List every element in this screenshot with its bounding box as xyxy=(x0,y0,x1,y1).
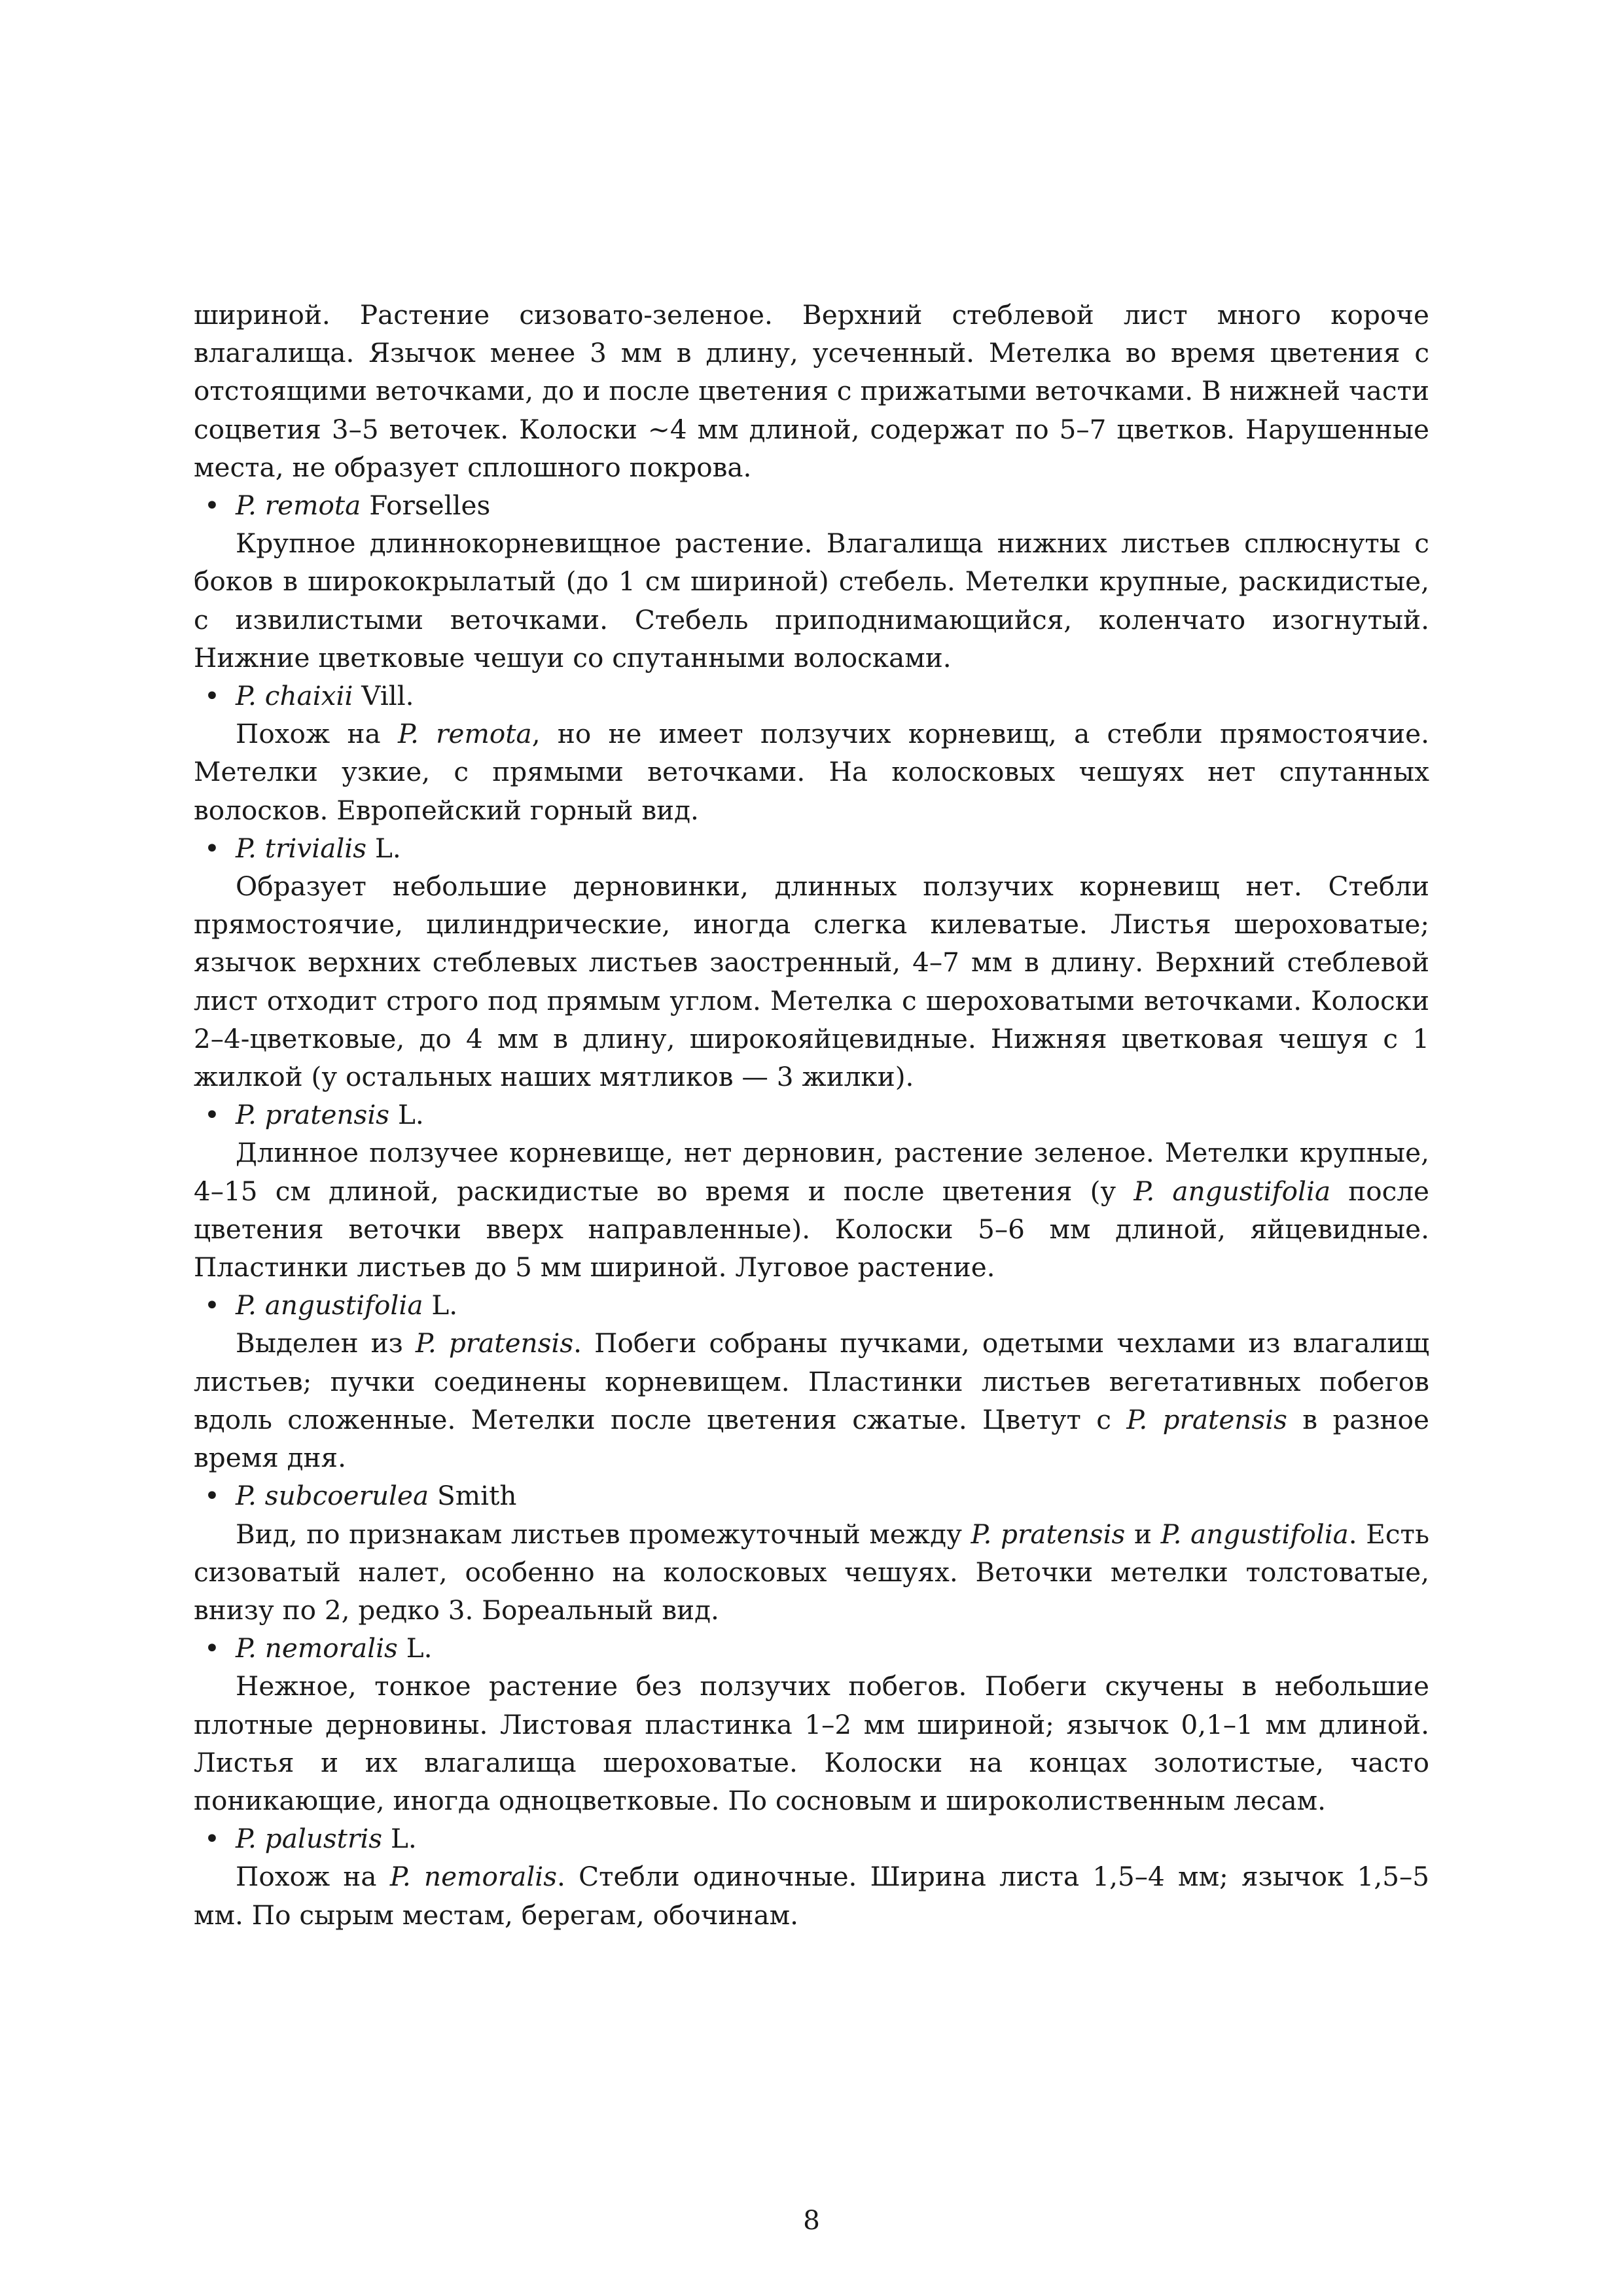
species-name: P. pratensis xyxy=(236,1099,390,1131)
latin-name-ref: P. pratensis xyxy=(971,1518,1126,1550)
species-description xyxy=(194,1515,1429,1630)
description-text: . Стебли одиночные. Ширина листа 1,5–4 мм; язычок 1,5–5 мм. По сырым местам, берегам, обочинам. xyxy=(194,1861,1429,1931)
description-text: Крупное длиннокорневищное растение. Влагалища нижних листьев сплюснуты с боков в ширококрылатый (до 1 см шириной) стебель. Метелки крупные, раскидистые, с извилистыми веточками. Стебель приподнимающийся, коленчато изогнутый. Нижние цветковые чешуи со спутанными волосками. xyxy=(194,528,1429,673)
species-description xyxy=(194,524,1429,677)
intro-paragraph: шириной. Растение сизовато-зеленое. Верхний стеблевой лист много короче влагалища. Язычок менее 3 мм в длину, усеченный. Метелка во время цветения с отстоящими веточками, до и после цветения с прижатыми веточками. В нижней части соцветия 3–5 веточек. Колоски ∼4 мм длиной, содержат по 5–7 цветков. Нарушенные места, не образует сплошного покрова. xyxy=(194,299,1429,483)
page-body xyxy=(194,296,1429,1934)
latin-name-ref: P. pratensis xyxy=(1126,1403,1287,1435)
species-name: P. palustris xyxy=(236,1823,383,1855)
description-text: Похож на xyxy=(236,1861,390,1893)
bullet-icon: • xyxy=(204,490,220,522)
species-author: L. xyxy=(374,832,401,864)
species-description xyxy=(194,1667,1429,1820)
species-name: P. chaixii xyxy=(236,680,353,712)
latin-name-ref: P. angustifolia xyxy=(1133,1175,1331,1207)
latin-name-ref: P. angustifolia xyxy=(1160,1518,1349,1550)
latin-name-ref: P. remota xyxy=(397,718,532,750)
species-description xyxy=(194,1857,1429,1933)
species-description xyxy=(194,1134,1429,1286)
species-name: P. nemoralis xyxy=(236,1632,398,1664)
bullet-icon: • xyxy=(204,832,220,864)
species-list xyxy=(194,486,1429,1934)
species-entry xyxy=(194,486,1429,524)
description-text: и xyxy=(1125,1518,1161,1550)
species-entry xyxy=(194,1820,1429,1857)
species-entry xyxy=(194,1286,1429,1324)
description-text: Образует небольшие дерновинки, длинных ползучих корневищ нет. Стебли прямостоячие, цилиндрические, иногда слегка килеватые. Листья шероховатые; язычок верхних стеблевых листьев заостренный, 4–7 мм в длину. Верхний стеблевой лист отходит строго под прямым углом. Метелка с шероховатыми веточками. Колоски 2–4-цветковые, до 4 мм в длину, широкояйцевидные. Нижняя цветковая чешуя с 1 жилкой (у остальных наших мятликов — 3 жилки). xyxy=(194,870,1429,1093)
description-text: . Побеги собраны пучками, одетыми чехлами из влагалищ листьев; пучки соединены корневищем. Пластинки листьев вегетативных побегов вдоль сложенные. Метелки после цветения сжатые. Цветут с xyxy=(194,1327,1429,1435)
species-description xyxy=(194,867,1429,1096)
latin-name-ref: P. pratensis xyxy=(415,1327,574,1359)
bullet-icon: • xyxy=(204,1099,220,1131)
bullet-icon: • xyxy=(204,680,220,712)
description-text: Выделен из xyxy=(236,1327,416,1359)
page-number: 8 xyxy=(803,2204,820,2236)
species-entry xyxy=(194,1629,1429,1667)
species-author: L. xyxy=(390,1823,417,1855)
species-author: L. xyxy=(406,1632,433,1664)
species-entry xyxy=(194,677,1429,715)
latin-name-ref: P. nemoralis xyxy=(389,1861,558,1893)
species-author: Vill. xyxy=(361,680,414,712)
description-text: в разное время дня. xyxy=(194,1403,1429,1474)
species-entry xyxy=(194,829,1429,867)
species-description xyxy=(194,1324,1429,1477)
species-description xyxy=(194,715,1429,829)
species-entry xyxy=(194,1096,1429,1134)
species-name: P. subcoerulea xyxy=(236,1480,429,1512)
species-author: Smith xyxy=(437,1480,517,1512)
species-author: Forselles xyxy=(369,490,491,522)
species-author: L. xyxy=(397,1099,424,1131)
species-author: L. xyxy=(431,1289,458,1321)
species-name: P. remota xyxy=(236,490,361,522)
species-entry xyxy=(194,1477,1429,1515)
bullet-icon: • xyxy=(204,1480,220,1512)
description-text: , но не имеет ползучих корневищ, а стебли прямостоячие. Метелки узкие, с прямыми веточками. На колосковых чешуях нет спутанных волосков. Европейский горный вид. xyxy=(194,718,1429,826)
description-text: Длинное ползучее корневище, нет дерновин, растение зеленое. Метелки крупные, 4–15 см длиной, раскидистые во время и после цветения (у xyxy=(194,1137,1429,1207)
species-name: P. trivialis xyxy=(236,832,367,864)
description-text: . Есть сизоватый налет, особенно на колосковых чешуях. Веточки метелки толстоватые, внизу по 2, редко 3. Бореальный вид. xyxy=(194,1518,1429,1626)
bullet-icon: • xyxy=(204,1823,220,1855)
bullet-icon: • xyxy=(204,1632,220,1664)
description-text: Вид, по признакам листьев промежуточный между xyxy=(236,1518,971,1550)
bullet-icon: • xyxy=(204,1289,220,1321)
description-text: Нежное, тонкое растение без ползучих побегов. Побеги скучены в небольшие плотные дерновины. Листовая пластинка 1–2 мм шириной; язычок 0,1–1 мм длиной. Листья и их влагалища шероховатые. Колоски на концах золотистые, часто поникающие, иногда одноцветковые. По сосновым и широколиственным лесам. xyxy=(194,1670,1429,1816)
description-text: Похож на xyxy=(236,718,398,750)
description-text: после цветения веточки вверх направленные). Колоски 5–6 мм длиной, яйцевидные. Пластинки листьев до 5 мм шириной. Луговое растение. xyxy=(194,1175,1429,1283)
species-name: P. angustifolia xyxy=(236,1289,423,1321)
